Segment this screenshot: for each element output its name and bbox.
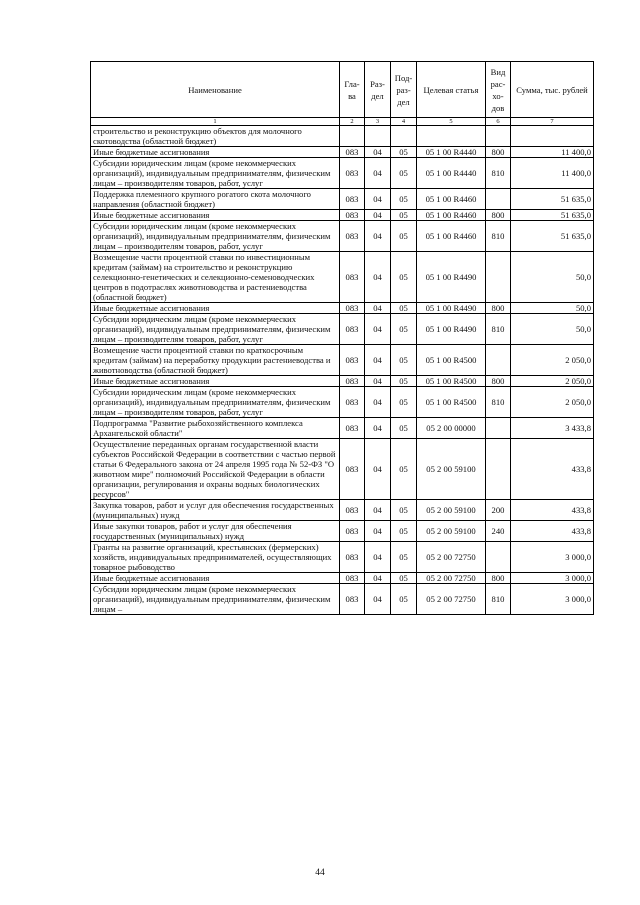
cell-glava: 083 (340, 210, 365, 221)
table-row (91, 147, 594, 158)
cell-razdel: 04 (365, 500, 391, 521)
cell-name: Осуществление переданных органам государственной власти субъектов Российской Федерации в соответствии с частью первой статьи 6 Федерального закона от 24 апреля 1995 года № 52-ФЗ "О животном мире" полномочий Российской Федерации в области организации, регулирования и охраны водных биологических ресурсов" (91, 439, 340, 500)
cell-vid: 810 (486, 387, 511, 418)
table-row (91, 221, 594, 252)
cell-vid (486, 439, 511, 500)
cell-name: Поддержка племенного крупного рогатого скота молочного направления (областной бюджет) (91, 189, 340, 210)
cell-glava: 083 (340, 418, 365, 439)
cell-article: 05 2 00 72750 (417, 542, 486, 573)
cell-vid: 810 (486, 158, 511, 189)
cell-sum: 3 000,0 (511, 542, 594, 573)
cell-vid: 810 (486, 314, 511, 345)
cell-sum: 51 635,0 (511, 189, 594, 210)
cell-razdel: 04 (365, 345, 391, 376)
column-number: 6 (486, 118, 511, 126)
cell-podrazdel: 05 (391, 418, 417, 439)
cell-glava: 083 (340, 147, 365, 158)
cell-vid: 800 (486, 210, 511, 221)
cell-podrazdel: 05 (391, 210, 417, 221)
cell-podrazdel: 05 (391, 314, 417, 345)
cell-article: 05 2 00 59100 (417, 439, 486, 500)
cell-sum: 11 400,0 (511, 147, 594, 158)
cell-glava: 083 (340, 252, 365, 303)
cell-glava: 083 (340, 221, 365, 252)
cell-article: 05 2 00 72750 (417, 584, 486, 615)
table-row (91, 542, 594, 573)
table-row (91, 521, 594, 542)
column-number: 5 (417, 118, 486, 126)
cell-vid (486, 252, 511, 303)
cell-article: 05 1 00 R4500 (417, 387, 486, 418)
cell-sum: 11 400,0 (511, 158, 594, 189)
cell-razdel: 04 (365, 376, 391, 387)
cell-glava: 083 (340, 189, 365, 210)
header-podrazdel: Под-раз-дел (391, 62, 417, 118)
cell-sum: 433,8 (511, 439, 594, 500)
cell-podrazdel: 05 (391, 521, 417, 542)
cell-name: Иные бюджетные ассигнования (91, 573, 340, 584)
cell-podrazdel: 05 (391, 584, 417, 615)
cell-name: Гранты на развитие организаций, крестьянских (фермерских) хозяйств, индивидуальных предпринимателей, осуществляющих товарное рыбоводство (91, 542, 340, 573)
table-row (91, 158, 594, 189)
cell-glava: 083 (340, 158, 365, 189)
cell-name: Иные бюджетные ассигнования (91, 147, 340, 158)
header-row (91, 62, 594, 118)
cell-sum: 3 433,8 (511, 418, 594, 439)
cell-name: Возмещение части процентной ставки по инвестиционным кредитам (займам) на строительство и реконструкцию селекционно-генетических и селекционно-семеноводческих центров в подотраслях животноводства и растениеводства (областной бюджет) (91, 252, 340, 303)
cell-vid: 200 (486, 500, 511, 521)
column-number: 4 (391, 118, 417, 126)
cell-glava: 083 (340, 573, 365, 584)
cell-vid: 800 (486, 147, 511, 158)
cell-name: Субсидии юридическим лицам (кроме некоммерческих организаций), индивидуальным предпринимателям, физическим лицам – производителям товаров, работ, услуг (91, 314, 340, 345)
cell-name: Иные бюджетные ассигнования (91, 376, 340, 387)
cell-name: Подпрограмма "Развитие рыбохозяйственного комплекса Архангельской области" (91, 418, 340, 439)
table-row (91, 418, 594, 439)
cell-name: Субсидии юридическим лицам (кроме некоммерческих организаций), индивидуальным предпринимателям, физическим лицам – (91, 584, 340, 615)
cell-article (417, 126, 486, 147)
header-name: Наименование (91, 62, 340, 118)
cell-article: 05 1 00 R4460 (417, 221, 486, 252)
table-row (91, 303, 594, 314)
cell-article: 05 1 00 R4460 (417, 189, 486, 210)
cell-podrazdel: 05 (391, 147, 417, 158)
table-row (91, 573, 594, 584)
cell-vid (486, 189, 511, 210)
cell-article: 05 1 00 R4500 (417, 376, 486, 387)
cell-podrazdel: 05 (391, 387, 417, 418)
cell-article: 05 1 00 R4500 (417, 345, 486, 376)
cell-sum: 433,8 (511, 500, 594, 521)
cell-razdel: 04 (365, 387, 391, 418)
table-row (91, 439, 594, 500)
cell-glava: 083 (340, 345, 365, 376)
cell-podrazdel: 05 (391, 439, 417, 500)
cell-name: Субсидии юридическим лицам (кроме некоммерческих организаций), индивидуальным предпринимателям, физическим лицам – производителям товаров, работ, услуг (91, 387, 340, 418)
table-row (91, 210, 594, 221)
cell-podrazdel: 05 (391, 345, 417, 376)
table-row (91, 314, 594, 345)
cell-sum: 50,0 (511, 314, 594, 345)
cell-razdel: 04 (365, 573, 391, 584)
table-row (91, 376, 594, 387)
cell-podrazdel: 05 (391, 189, 417, 210)
cell-article: 05 1 00 R4490 (417, 303, 486, 314)
cell-article: 05 1 00 R4460 (417, 210, 486, 221)
cell-name: Субсидии юридическим лицам (кроме некоммерческих организаций), индивидуальным предпринимателям, физическим лицам – производителям товаров, работ, услуг (91, 158, 340, 189)
cell-podrazdel (391, 126, 417, 147)
cell-vid: 240 (486, 521, 511, 542)
cell-vid (486, 345, 511, 376)
cell-article: 05 2 00 59100 (417, 521, 486, 542)
cell-razdel: 04 (365, 303, 391, 314)
table-body (91, 126, 594, 615)
cell-vid: 810 (486, 584, 511, 615)
cell-razdel: 04 (365, 210, 391, 221)
cell-sum: 3 000,0 (511, 573, 594, 584)
cell-razdel: 04 (365, 158, 391, 189)
table-row (91, 500, 594, 521)
cell-sum: 50,0 (511, 303, 594, 314)
cell-razdel: 04 (365, 439, 391, 500)
header-article: Целевая статья (417, 62, 486, 118)
table-row (91, 252, 594, 303)
cell-vid: 800 (486, 303, 511, 314)
cell-razdel: 04 (365, 189, 391, 210)
cell-article: 05 1 00 R4440 (417, 147, 486, 158)
cell-razdel: 04 (365, 584, 391, 615)
cell-podrazdel: 05 (391, 158, 417, 189)
cell-name: Иные бюджетные ассигнования (91, 210, 340, 221)
cell-glava: 083 (340, 584, 365, 615)
cell-name: Возмещение части процентной ставки по краткосрочным кредитам (займам) на переработку продукции растениеводства и животноводства (областной бюджет) (91, 345, 340, 376)
cell-podrazdel: 05 (391, 500, 417, 521)
table-row (91, 126, 594, 147)
cell-name: Субсидии юридическим лицам (кроме некоммерческих организаций), индивидуальным предпринимателям, физическим лицам – производителям товаров, работ, услуг (91, 221, 340, 252)
cell-sum: 3 000,0 (511, 584, 594, 615)
cell-name: строительство и реконструкцию объектов для молочного скотоводства (областной бюджет) (91, 126, 340, 147)
cell-sum: 2 050,0 (511, 387, 594, 418)
table-row (91, 189, 594, 210)
column-number: 7 (511, 118, 594, 126)
cell-glava: 083 (340, 439, 365, 500)
cell-sum: 51 635,0 (511, 221, 594, 252)
cell-vid (486, 126, 511, 147)
cell-glava: 083 (340, 500, 365, 521)
header-vid: Вид рас-хо-дов (486, 62, 511, 118)
cell-glava (340, 126, 365, 147)
cell-article: 05 1 00 R4490 (417, 252, 486, 303)
cell-razdel: 04 (365, 221, 391, 252)
cell-sum: 2 050,0 (511, 345, 594, 376)
header-glava: Гла-ва (340, 62, 365, 118)
cell-name: Иные бюджетные ассигнования (91, 303, 340, 314)
cell-vid: 800 (486, 573, 511, 584)
cell-glava: 083 (340, 387, 365, 418)
cell-name: Закупка товаров, работ и услуг для обеспечения государственных (муниципальных) нужд (91, 500, 340, 521)
cell-podrazdel: 05 (391, 376, 417, 387)
column-number: 3 (365, 118, 391, 126)
cell-podrazdel: 05 (391, 221, 417, 252)
cell-article: 05 2 00 00000 (417, 418, 486, 439)
cell-podrazdel: 05 (391, 303, 417, 314)
cell-vid (486, 418, 511, 439)
cell-sum: 2 050,0 (511, 376, 594, 387)
cell-glava: 083 (340, 376, 365, 387)
cell-glava: 083 (340, 303, 365, 314)
cell-vid: 810 (486, 221, 511, 252)
cell-glava: 083 (340, 542, 365, 573)
cell-razdel: 04 (365, 252, 391, 303)
cell-razdel: 04 (365, 314, 391, 345)
cell-vid: 800 (486, 376, 511, 387)
table-row (91, 345, 594, 376)
cell-vid (486, 542, 511, 573)
cell-sum (511, 126, 594, 147)
cell-glava: 083 (340, 521, 365, 542)
cell-article: 05 1 00 R4440 (417, 158, 486, 189)
cell-name: Иные закупки товаров, работ и услуг для обеспечения государственных (муниципальных) нужд (91, 521, 340, 542)
cell-glava: 083 (340, 314, 365, 345)
cell-podrazdel: 05 (391, 542, 417, 573)
cell-article: 05 2 00 72750 (417, 573, 486, 584)
cell-razdel: 04 (365, 542, 391, 573)
header-sum: Сумма, тыс. рублей (511, 62, 594, 118)
cell-sum: 50,0 (511, 252, 594, 303)
cell-razdel: 04 (365, 418, 391, 439)
header-razdel: Раз-дел (365, 62, 391, 118)
column-number: 1 (91, 118, 340, 126)
cell-razdel (365, 126, 391, 147)
table-row (91, 584, 594, 615)
cell-razdel: 04 (365, 521, 391, 542)
cell-podrazdel: 05 (391, 252, 417, 303)
cell-sum: 433,8 (511, 521, 594, 542)
cell-sum: 51 635,0 (511, 210, 594, 221)
cell-article: 05 2 00 59100 (417, 500, 486, 521)
column-number-row (91, 118, 594, 126)
cell-podrazdel: 05 (391, 573, 417, 584)
page-number: 44 (315, 868, 325, 878)
cell-article: 05 1 00 R4490 (417, 314, 486, 345)
budget-table (90, 61, 594, 615)
table-row (91, 387, 594, 418)
cell-razdel: 04 (365, 147, 391, 158)
column-number: 2 (340, 118, 365, 126)
